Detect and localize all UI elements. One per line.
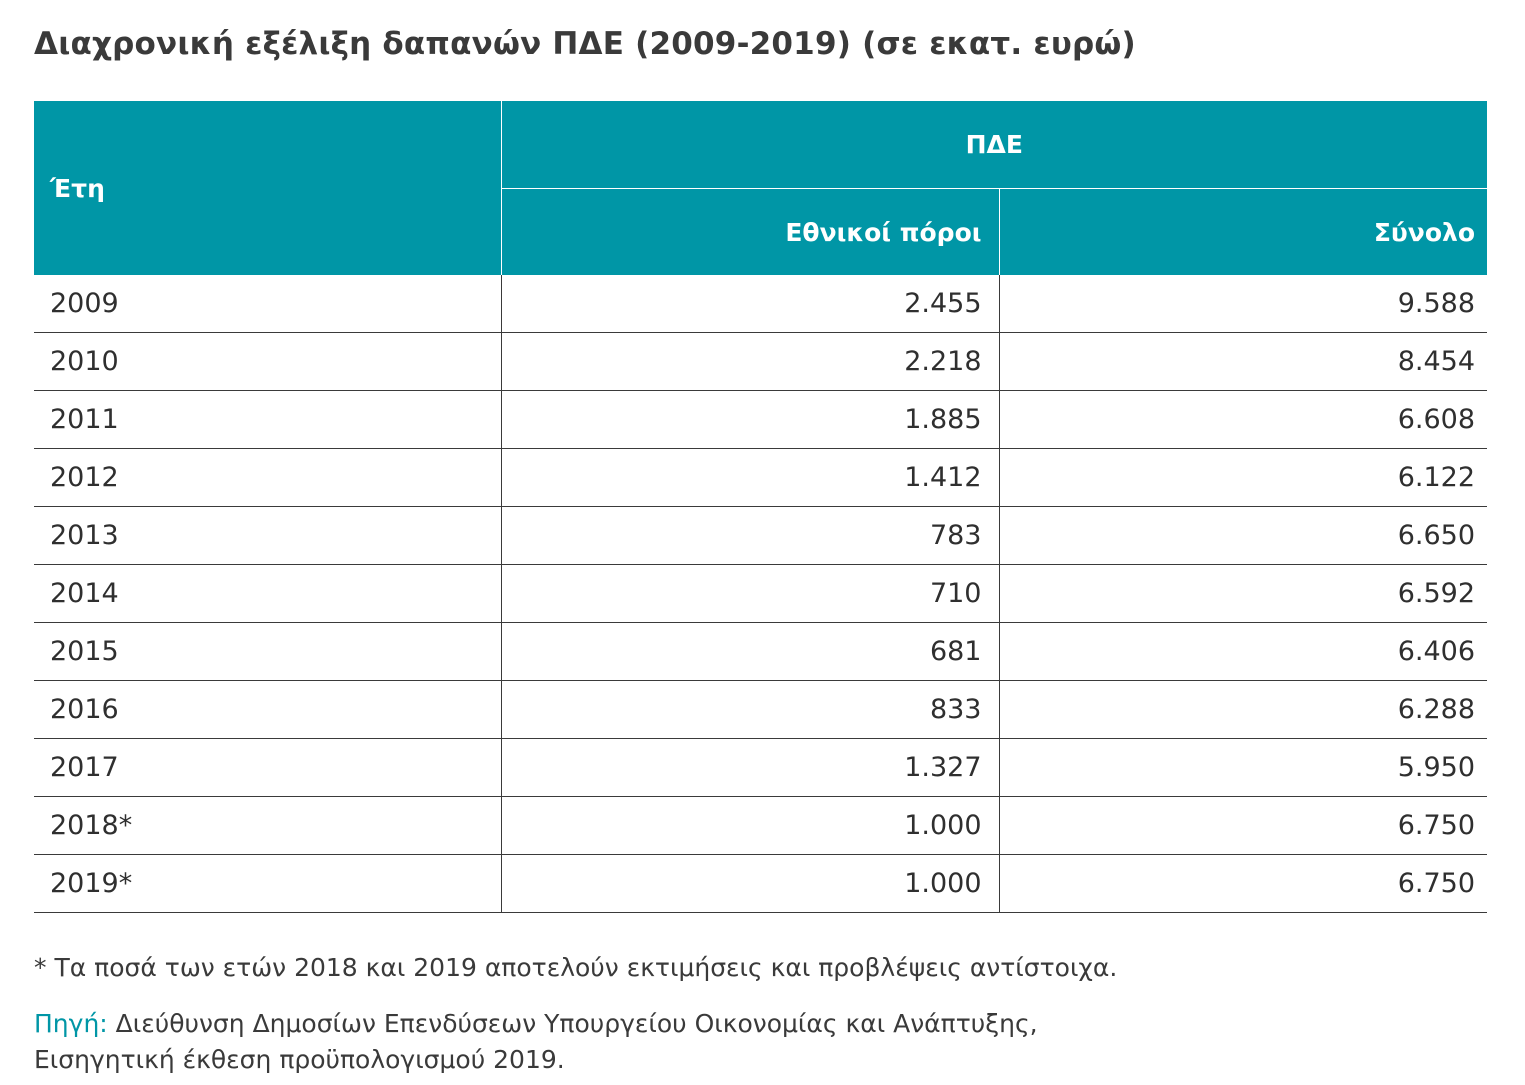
footnote: * Τα ποσά των ετών 2018 και 2019 αποτελούν εκτιμήσεις και προβλέψεις αντίστοιχα. bbox=[34, 953, 1118, 982]
year-cell: 2016 bbox=[34, 681, 501, 739]
expenditure-table bbox=[34, 101, 1487, 913]
national-resources-cell: 681 bbox=[501, 623, 999, 681]
table-row bbox=[34, 797, 1487, 855]
total-cell: 6.750 bbox=[999, 797, 1487, 855]
header-years: Έτη bbox=[34, 101, 501, 275]
national-resources-cell: 710 bbox=[501, 565, 999, 623]
total-cell: 6.750 bbox=[999, 855, 1487, 913]
year-cell: 2012 bbox=[34, 449, 501, 507]
year-cell: 2011 bbox=[34, 391, 501, 449]
national-resources-cell: 2.455 bbox=[501, 275, 999, 333]
header-group-pde: ΠΔΕ bbox=[501, 101, 1487, 189]
year-cell: 2017 bbox=[34, 739, 501, 797]
header-national-resources: Εθνικοί πόροι bbox=[501, 189, 999, 276]
total-cell: 6.650 bbox=[999, 507, 1487, 565]
table-row bbox=[34, 739, 1487, 797]
national-resources-cell: 833 bbox=[501, 681, 999, 739]
year-cell: 2018* bbox=[34, 797, 501, 855]
source-line-2: Εισηγητική έκθεση προϋπολογισμού 2019. bbox=[34, 1045, 565, 1074]
source-text: Διεύθυνση Δημοσίων Επενδύσεων Υπουργείου Οικονομίας και Ανάπτυξης, bbox=[107, 1009, 1038, 1038]
national-resources-cell: 1.412 bbox=[501, 449, 999, 507]
national-resources-cell: 1.000 bbox=[501, 855, 999, 913]
national-resources-cell: 783 bbox=[501, 507, 999, 565]
national-resources-cell: 1.000 bbox=[501, 797, 999, 855]
source-note bbox=[34, 1006, 1038, 1078]
source-label: Πηγή: bbox=[34, 1009, 108, 1038]
table-row bbox=[34, 391, 1487, 449]
year-cell: 2014 bbox=[34, 565, 501, 623]
header-total: Σύνολο bbox=[999, 189, 1487, 276]
table-row bbox=[34, 623, 1487, 681]
total-cell: 6.122 bbox=[999, 449, 1487, 507]
table-row bbox=[34, 565, 1487, 623]
national-resources-cell: 1.885 bbox=[501, 391, 999, 449]
table-header bbox=[34, 101, 1487, 275]
table-row bbox=[34, 449, 1487, 507]
total-cell: 6.288 bbox=[999, 681, 1487, 739]
page-title: Διαχρονική εξέλιξη δαπανών ΠΔΕ (2009-2019) (σε εκατ. ευρώ) bbox=[34, 26, 1136, 62]
total-cell: 9.588 bbox=[999, 275, 1487, 333]
total-cell: 6.592 bbox=[999, 565, 1487, 623]
year-cell: 2015 bbox=[34, 623, 501, 681]
total-cell: 6.608 bbox=[999, 391, 1487, 449]
table-row bbox=[34, 333, 1487, 391]
year-cell: 2009 bbox=[34, 275, 501, 333]
total-cell: 5.950 bbox=[999, 739, 1487, 797]
total-cell: 6.406 bbox=[999, 623, 1487, 681]
table-row bbox=[34, 507, 1487, 565]
source-line-1 bbox=[34, 1006, 1038, 1042]
table-row bbox=[34, 855, 1487, 913]
table-row bbox=[34, 275, 1487, 333]
national-resources-cell: 2.218 bbox=[501, 333, 999, 391]
year-cell: 2013 bbox=[34, 507, 501, 565]
year-cell: 2019* bbox=[34, 855, 501, 913]
year-cell: 2010 bbox=[34, 333, 501, 391]
total-cell: 8.454 bbox=[999, 333, 1487, 391]
table-body bbox=[34, 275, 1487, 913]
national-resources-cell: 1.327 bbox=[501, 739, 999, 797]
table-row bbox=[34, 681, 1487, 739]
